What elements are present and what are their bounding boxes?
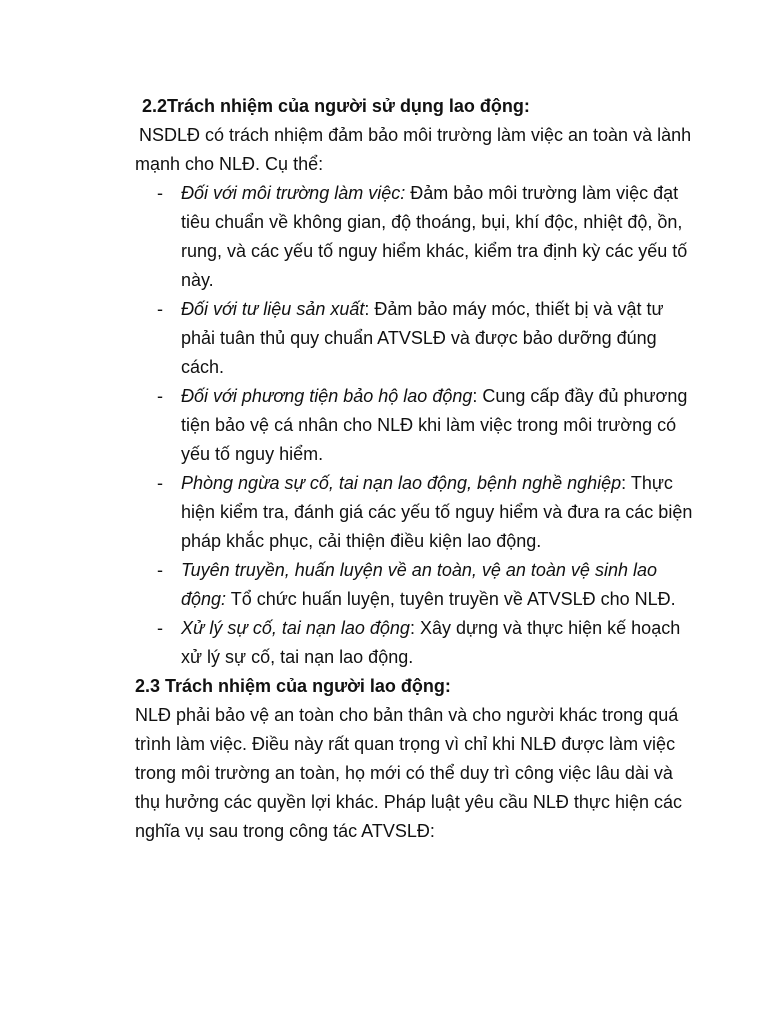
bullet-dash: -	[157, 473, 163, 493]
list-item	[135, 556, 695, 614]
bullet-dash: -	[157, 618, 163, 638]
list-item-text: Tổ chức huấn luyện, tuyên truyền về ATVSLĐ cho NLĐ.	[226, 589, 676, 609]
list-item	[135, 295, 695, 382]
list-item-title: Tuyên truyền, huấn luyện về an toàn, vệ an toàn vệ sinh lao động:	[181, 560, 657, 609]
bullet-dash: -	[157, 386, 163, 406]
list-item-title: Phòng ngừa sự cố, tai nạn lao động, bệnh nghề nghiệp	[181, 473, 622, 493]
list-item	[135, 179, 695, 295]
section-2-2-heading: 2.2Trách nhiệm của người sử dụng lao động:	[142, 96, 530, 116]
list-item-text: : Xây dựng và thực hiện kế hoạch xử lý sự cố, tai nạn lao động.	[181, 618, 681, 667]
section-2-2-intro: NSDLĐ có trách nhiệm đảm bảo môi trường làm việc an toàn và lành mạnh cho NLĐ. Cụ thể:	[135, 125, 692, 174]
list-item-text: : Đảm bảo máy móc, thiết bị và vật tư phải tuân thủ quy chuẩn ATVSLĐ và được bảo dưỡng đúng cách.	[181, 299, 664, 377]
list-item-text: Đảm bảo môi trường làm việc đạt tiêu chuẩn về không gian, độ thoáng, bụi, khí độc, nhiệt độ, ồn, rung, và các yếu tố nguy hiểm khác, kiểm tra định kỳ các yếu tố này.	[181, 183, 688, 290]
bullet-dash: -	[157, 299, 163, 319]
bullet-dash: -	[157, 560, 163, 580]
section-2-3-paragraph: NLĐ phải bảo vệ an toàn cho bản thân và cho người khác trong quá trình làm việc. Điều này rất quan trọng vì chỉ khi NLĐ được làm việc trong môi trường an toàn, họ mới có thể duy trì công việc lâu dài và thụ hưởng các quyền lợi khác. Pháp luật yêu cầu NLĐ thực hiện các nghĩa vụ sau trong công tác ATVSLĐ:	[135, 705, 683, 841]
list-item-title: Đối với môi trường làm việc:	[181, 183, 406, 203]
list-item-text: : Thực hiện kiểm tra, đánh giá các yếu tố nguy hiểm và đưa ra các biện pháp khắc phục, cải thiện điều kiện lao động.	[181, 473, 693, 551]
document-body	[135, 92, 695, 846]
list-item-text: : Cung cấp đầy đủ phương tiện bảo vệ cá nhân cho NLĐ khi làm việc trong môi trường có yếu tố nguy hiểm.	[181, 386, 688, 464]
list-item-title: Đối với phương tiện bảo hộ lao động	[181, 386, 473, 406]
list-item	[135, 614, 695, 672]
list-item-title: Xử lý sự cố, tai nạn lao động	[181, 618, 410, 638]
list-item-title: Đối với tư liệu sản xuất	[181, 299, 365, 319]
list-item	[135, 382, 695, 469]
section-2-3-heading: 2.3 Trách nhiệm của người lao động:	[135, 676, 451, 696]
list-item	[135, 469, 695, 556]
responsibility-list	[135, 179, 695, 672]
bullet-dash: -	[157, 183, 163, 203]
